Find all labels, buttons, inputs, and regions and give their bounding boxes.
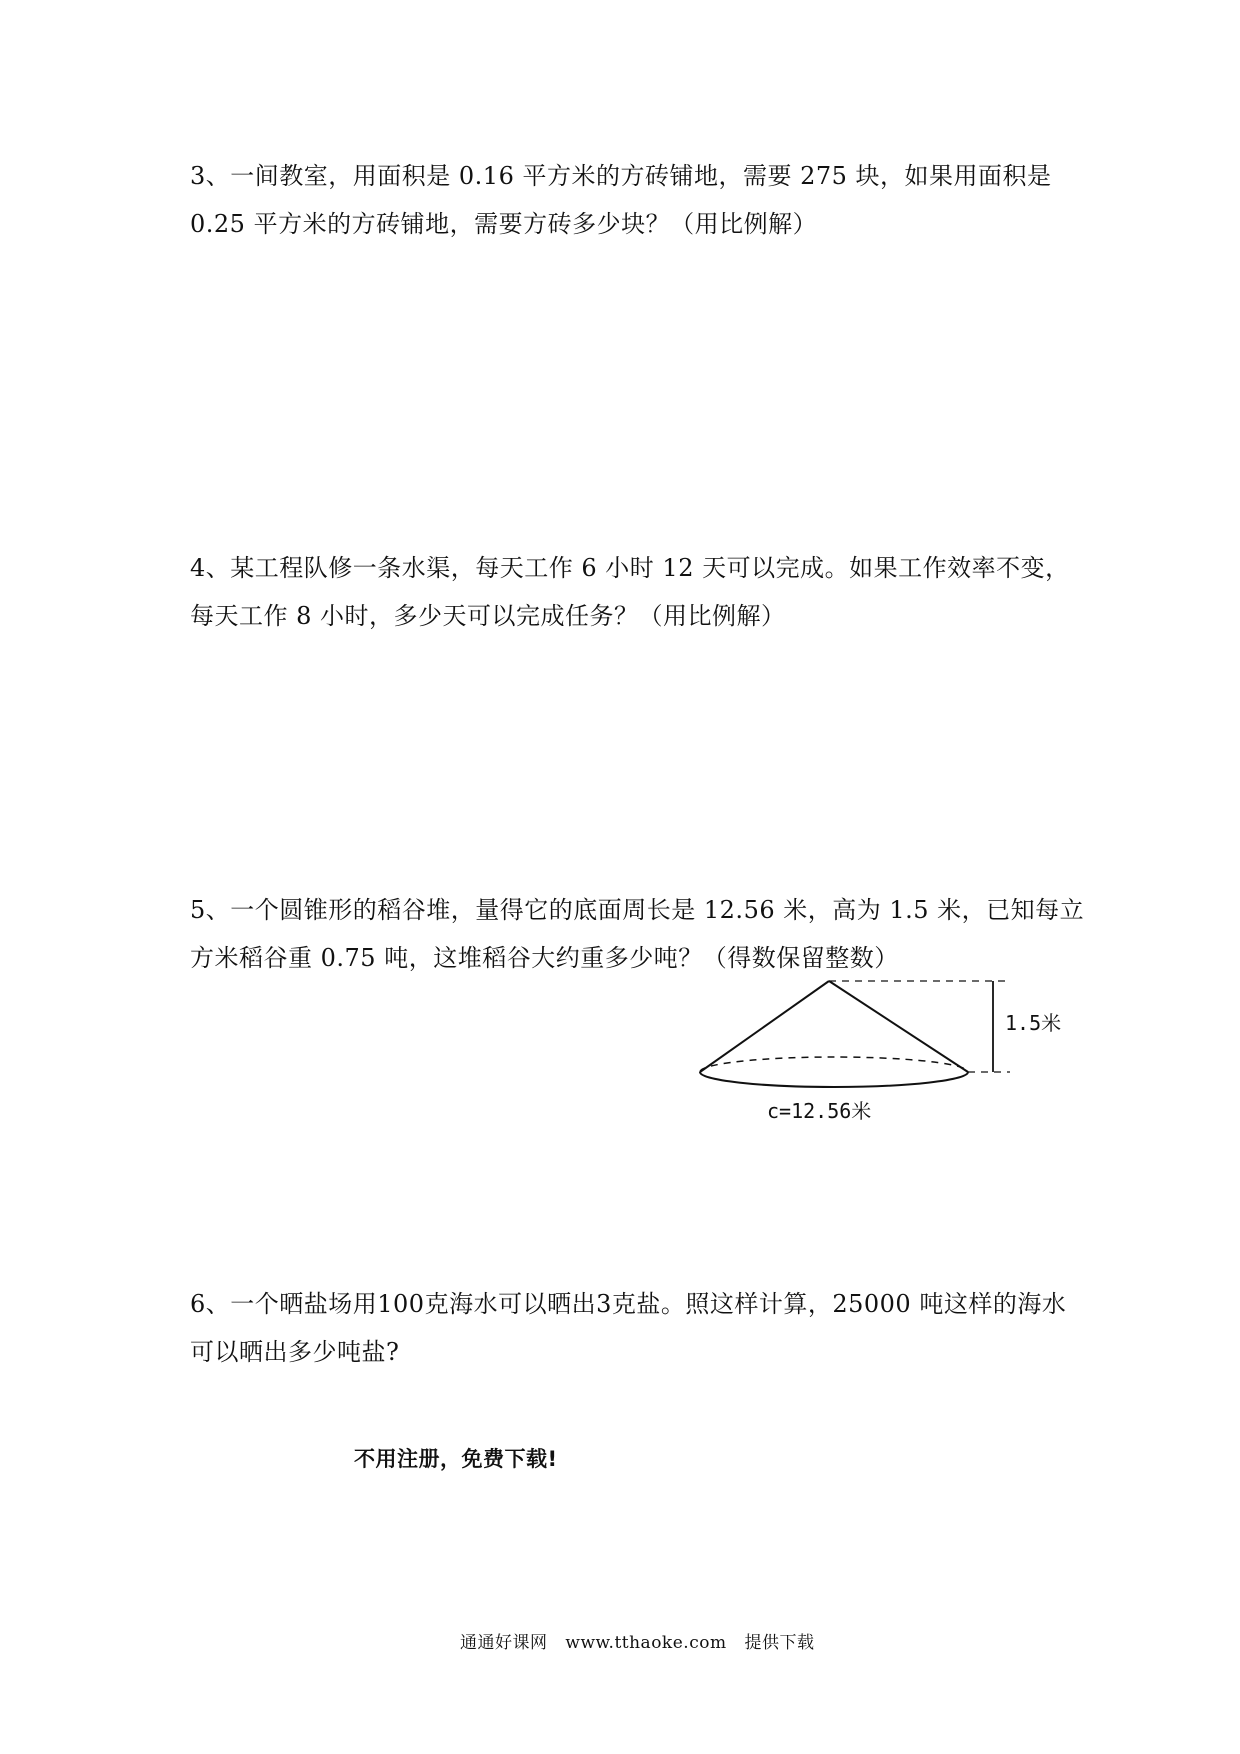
problem-3-line-2: 0.25 平方米的方砖铺地，需要方砖多少块？（用比例解） [190,210,818,238]
problem-6-line-2: 可以晒出多少吨盐? [190,1338,400,1366]
problem-5-line-1: 5、一个圆锥形的稻谷堆，量得它的底面周长是 12.56 米，高为 1.5 米，已知每立 [190,896,1085,924]
cone-diagram [690,975,1090,1135]
cone-base-back [700,1057,968,1072]
footer-site-name: 通通好课网 [460,1633,548,1653]
page-footer [460,1628,826,1653]
problem-6-line-1: 6、一个晒盐场用100克海水可以晒出3克盐。照这样计算，25000 吨这样的海水 [190,1290,1067,1318]
cone-base-front [700,1072,968,1087]
problem-4 [190,544,1070,640]
problem-5-line-2: 方米稻谷重 0.75 吨，这堆稻谷大约重多少吨？（得数保留整数） [190,944,899,972]
height-label: 1.5米 [1005,1011,1062,1035]
free-download-notice: 不用注册，免费下载! [354,1447,558,1471]
cone-left-side [700,981,829,1072]
problem-4-line-2: 每天工作 8 小时，多少天可以完成任务？（用比例解） [190,602,786,630]
problem-3 [190,152,1070,248]
problem-4-line-1: 4、某工程队修一条水渠，每天工作 6 小时 12 天可以完成。如果工作效率不变， [190,554,1070,582]
circumference-label: c=12.56米 [767,1099,872,1123]
problem-3-line-1: 3、一间教室，用面积是 0.16 平方米的方砖铺地，需要 275 块，如果用面积是 [190,162,1052,190]
problem-6 [190,1280,1070,1376]
problem-5 [190,886,1085,982]
footer-url: www.tthaoke.com [565,1633,727,1653]
cone-svg [690,975,1090,1135]
footer-suffix: 提供下载 [744,1633,815,1653]
